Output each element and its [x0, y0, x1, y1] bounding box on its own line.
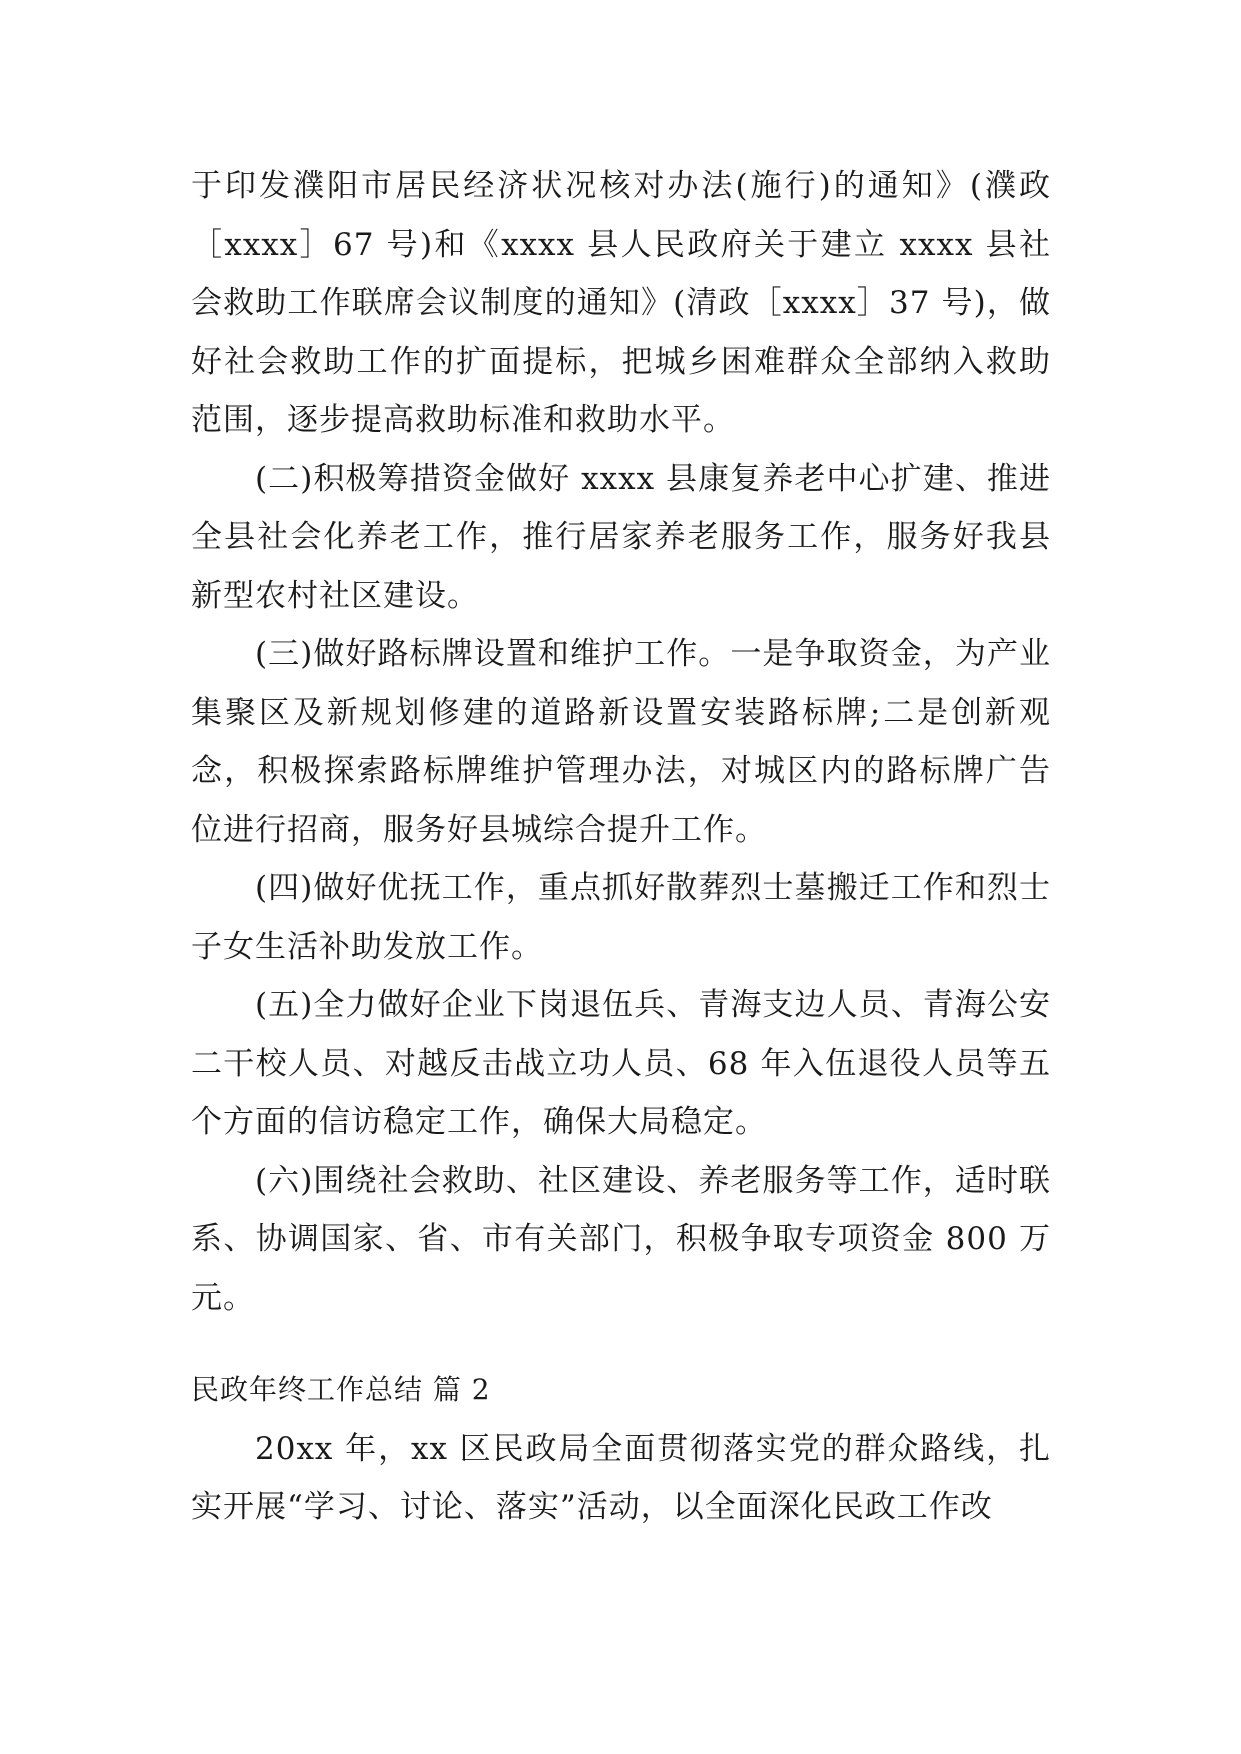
paragraph-2: (二)积极筹措资金做好 xxxx 县康复养老中心扩建、推进全县社会化养老工作，推行居家养老服务工作，服务好我县新型农村社区建设。 — [191, 460, 1051, 614]
section-title: 民政年终工作总结 篇 2 — [191, 1373, 491, 1406]
paragraph-7: 20xx 年，xx 区民政局全面贯彻落实党的群众路线，扎实开展“学习、讨论、落实”活动，以全面深化民政工作改 — [191, 1430, 1051, 1525]
document-body — [191, 157, 1051, 1537]
paragraph-5: (五)全力做好企业下岗退伍兵、青海支边人员、青海公安二干校人员、对越反击战立功人员、68 年入伍退役人员等五个方面的信访稳定工作，确保大局稳定。 — [191, 987, 1051, 1140]
paragraph-1: 于印发濮阳市居民经济状况核对办法(施行)的通知》(濮政［xxxx］67 号)和《xxxx 县人民政府关于建立 xxxx 县社会救助工作联席会议制度的通知》(清政［xxxx］37 号)，做好社会救助工作的扩面提标，把城乡困难群众全部纳入救助范围，逐步提高救助标准和救助水平。 — [191, 168, 1051, 438]
paragraph-4: (四)做好优抚工作，重点抓好散葬烈士墓搬迁工作和烈士子女生活补助发放工作。 — [191, 870, 1051, 965]
paragraph-6: (六)围绕社会救助、社区建设、养老服务等工作，适时联系、协调国家、省、市有关部门，积极争取专项资金 800 万元。 — [191, 1162, 1051, 1316]
paragraph-3: (三)做好路标牌设置和维护工作。一是争取资金，为产业集聚区及新规划修建的道路新设置安装路标牌;二是创新观念，积极探索路标牌维护管理办法，对城区内的路标牌广告位进行招商，服务好县城综合提升工作。 — [191, 636, 1051, 848]
